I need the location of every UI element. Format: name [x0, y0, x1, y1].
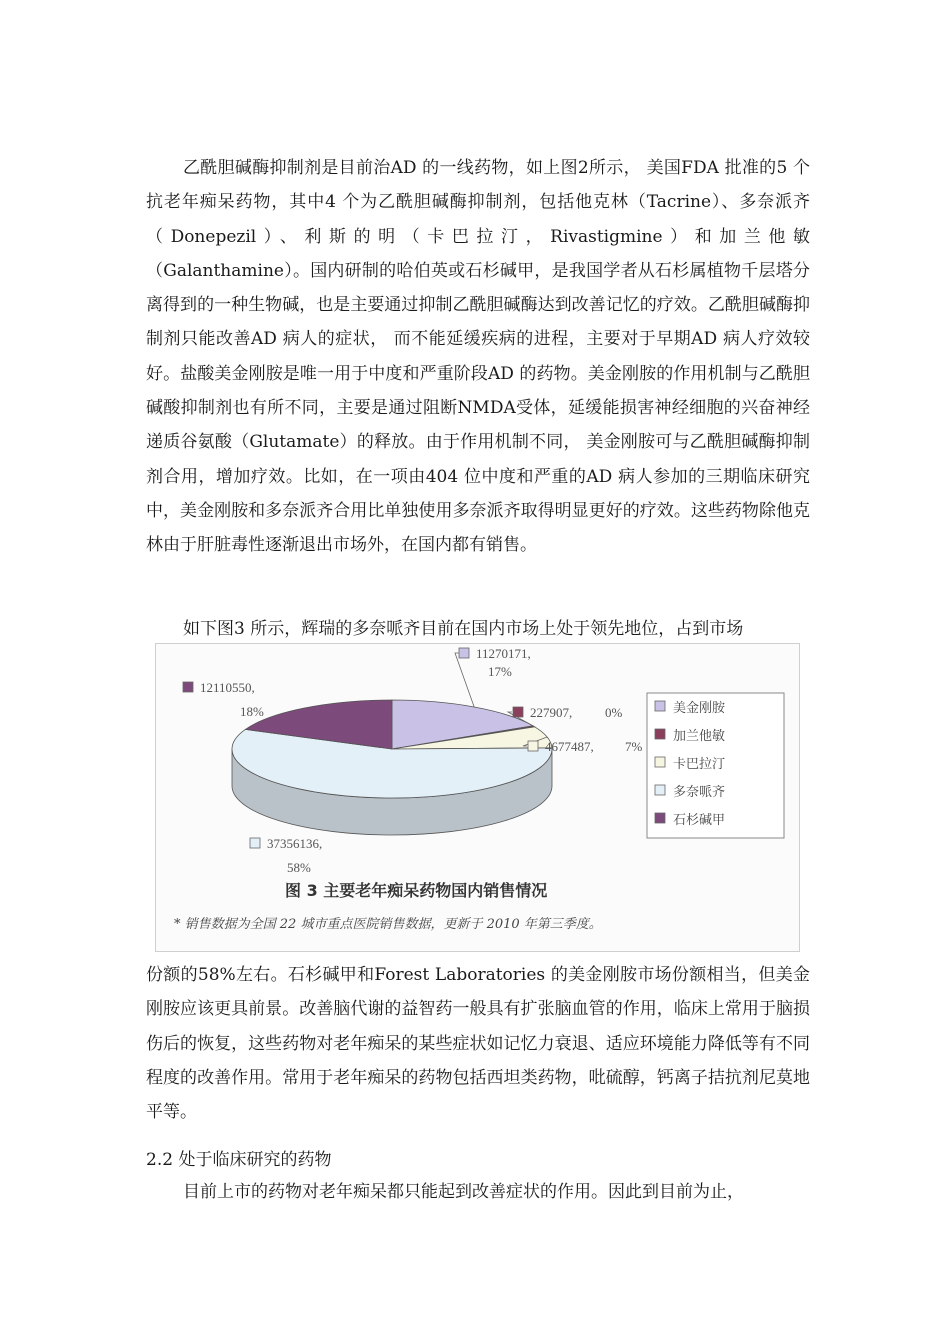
legend-label: 石杉碱甲: [673, 813, 726, 828]
body-paragraph-2: 如下图3 所示，辉瑞的多奈哌齐目前在国内市场上处于领先地位，占到市场: [183, 619, 744, 639]
label-swatch: [250, 838, 260, 848]
label-swatch: [459, 648, 469, 658]
data-label-percent: 7%: [625, 739, 643, 754]
data-label-kabalating: [528, 739, 643, 754]
legend-swatch: [655, 729, 665, 739]
legend-swatch: [655, 757, 665, 767]
data-label-shishanjianjia: [183, 680, 264, 719]
label-swatch: [528, 741, 538, 751]
pie-top-slices: [232, 700, 552, 798]
data-label-value: 227907,: [530, 705, 573, 720]
label-swatch: [513, 707, 523, 717]
section-heading: 2.2 处于临床研究的药物: [146, 1150, 332, 1170]
chart-legend: [647, 693, 784, 838]
figure-3: [155, 643, 800, 952]
leader-line-meijingang: [455, 653, 474, 707]
legend-label: 加兰他敏: [673, 729, 726, 744]
figure-note: * 销售数据为全国 22 城市重点医院销售数据，更新于 2010 年第三季度。: [174, 917, 602, 932]
data-label-jialantamin: [513, 705, 623, 720]
data-label-percent: 18%: [240, 704, 264, 719]
figure-caption: 图 3 主要老年痴呆药物国内销售情况: [285, 881, 548, 900]
data-label-value: 37356136,: [267, 836, 323, 851]
pie-chart: [156, 644, 799, 951]
data-label-value: 11270171,: [476, 646, 531, 661]
body-paragraph-1: 乙酰胆碱酶抑制剂是目前治AD 的一线药物，如上图2所示， 美国FDA 批准的5 个抗老年痴呆药物，其中4 个为乙酰胆碱酶抑制剂，包括他克林（Tacrine）、多奈派齐（Donepezil）、利斯的明（卡巴拉汀，Rivastigmine）和加兰他敏（Galanthamine）。国内研制的哈伯英或石杉碱甲，是我国学者从石杉属植物千层塔分离得到的一种生物碱，也是主要通过抑制乙酰胆碱酶达到改善记忆的疗效。乙酰胆碱酶抑制剂只能改善AD 病人的症状， 而不能延缓疾病的进程，主要对于早期AD 病人疗效较好。盐酸美金刚胺是唯一用于中度和严重阶段AD 的药物。美金刚胺的作用机制与乙酰胆碱酸抑制剂也有所不同，主要是通过阻断NMDA受体，延缓能损害神经细胞的兴奋神经递质谷氨酸（Glutamate）的释放。由于作用机制不同， 美金刚胺可与乙酰胆碱酶抑制剂合用，增加疗效。比如，在一项由404 位中度和严重的AD 病人参加的三期临床研究中，美金刚胺和多奈派齐合用比单独使用多奈派齐取得明显更好的疗效。这些药物除他克林由于肝脏毒性逐渐退出市场外，在国内都有销售。: [146, 158, 810, 556]
label-swatch: [183, 682, 193, 692]
legend-label: 美金刚胺: [673, 701, 726, 716]
data-label-value: 4677487,: [545, 739, 594, 754]
legend-swatch: [655, 701, 665, 711]
data-label-duonaipaiqi: [250, 836, 322, 875]
data-label-meijingang: [459, 646, 531, 679]
body-paragraph-4: 目前上市的药物对老年痴呆都只能起到改善症状的作用。因此到目前为止，: [183, 1182, 744, 1202]
legend-label: 卡巴拉汀: [673, 757, 726, 772]
data-label-percent: 0%: [605, 705, 623, 720]
legend-swatch: [655, 813, 665, 823]
data-label-value: 12110550,: [200, 680, 255, 695]
body-paragraph-3: 份额的58%左右。石杉碱甲和Forest Laboratories 的美金刚胺市场份额相当，但美金刚胺应该更具前景。改善脑代谢的益智药一般具有扩张脑血管的作用，临床上常用于脑损伤后的恢复，这些药物对老年痴呆的某些症状如记忆力衰退、适应环境能力降低等有不同程度的改善作用。常用于老年痴呆的药物包括西坦类药物，吡硫醇，钙离子拮抗剂尼莫地平等。: [146, 965, 810, 1123]
data-label-percent: 58%: [287, 860, 311, 875]
data-label-percent: 17%: [488, 664, 512, 679]
legend-label: 多奈哌齐: [673, 785, 726, 800]
legend-swatch: [655, 785, 665, 795]
